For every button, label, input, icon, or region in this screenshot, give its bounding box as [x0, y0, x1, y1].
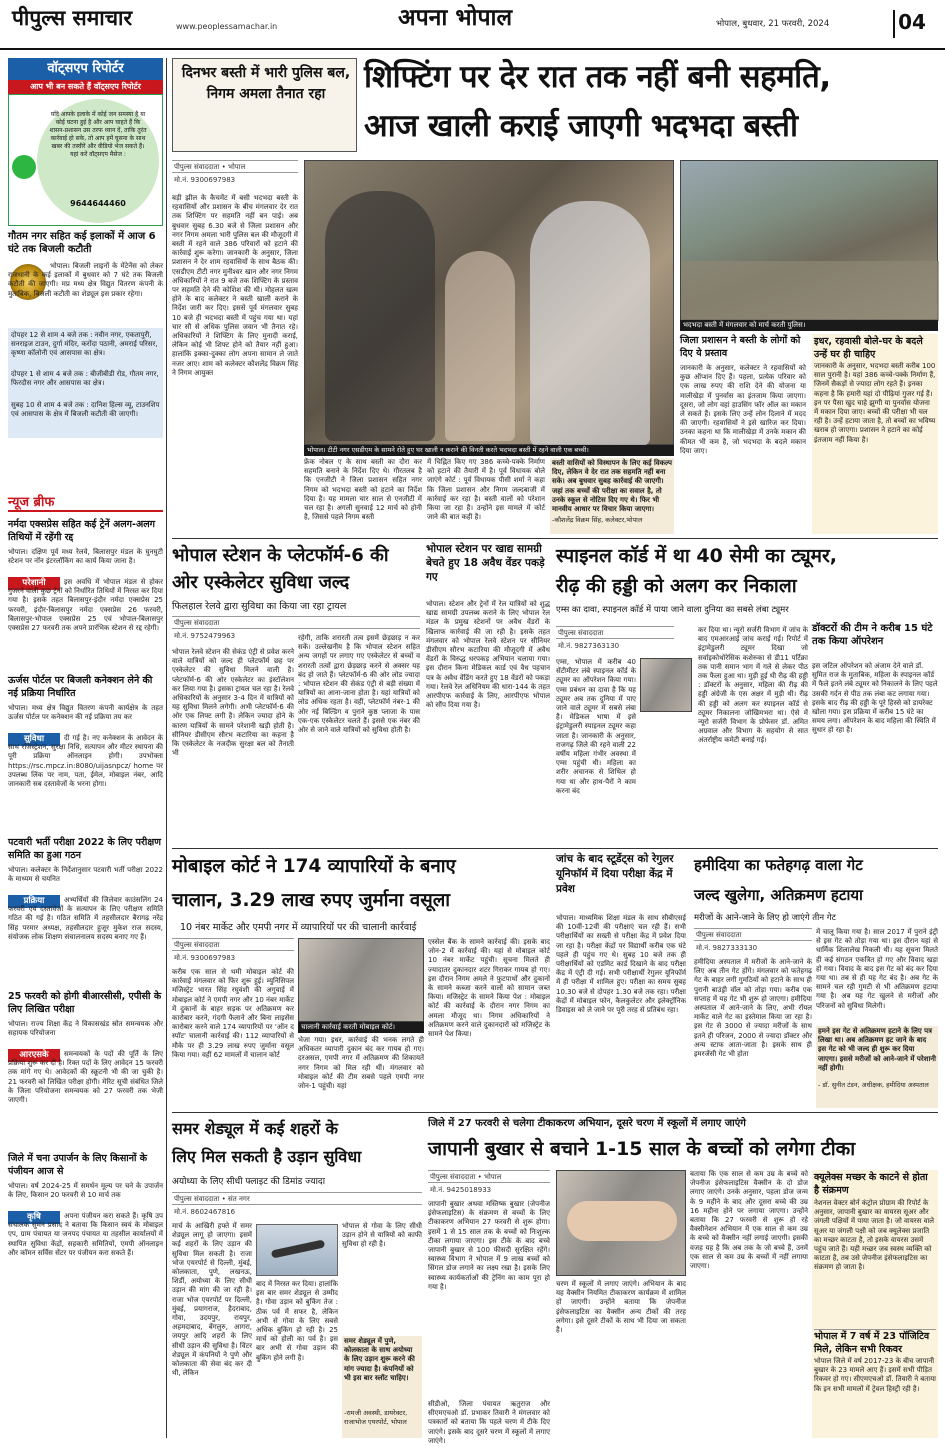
byline-place: भोपाल [228, 163, 246, 171]
students-headline: जांच के बाद स्टूडेंट्स को रेगुलर यूनिफॉर्म में दिया परीक्षा केंद्र में प्रवेश [556, 853, 674, 895]
hamidia-quote: हमने इस गेट से अतिक्रमण हटाने के लिए पत्र लिखा था। अब अतिक्रमण हट जाने के बाद इस गेट को भी जल्द ही शुरू कर दिया जाएगा। इससे मरीजों को आने-जाने में परेशानी नहीं होगी। [818, 1027, 936, 1072]
flight-quote: समर शेड्यूल में पुणे, कोलकाता के साथ अयोध्या के लिए उड़ान शुरू करने की मांग ज्यादा है। कंपनियों को भी इस बार स्लॉट चाहिए। [344, 1337, 415, 1382]
urja-body: भोपाल। मध्य क्षेत्र विद्युत वितरण कंपनी कार्यक्षेत्र के तहत ऊर्जस पोर्टल पर कनेक्शन की नई प्रक्रिया तय कर [8, 704, 163, 722]
lead-quote-by: -कौशलेंद्र विक्रम सिंह, कलेक्टर,भोपाल [552, 516, 643, 524]
patwari-headline: पटवारी भर्ती परीक्षा 2022 के लिए परीक्षण समिति का हुआ गठन [8, 837, 161, 861]
tumor-headline-1: स्पाइनल कॉर्ड में था 40 सेमी का ट्यूमर, [556, 545, 837, 567]
vendor-headline: भोपाल स्टेशन पर खाद्य सामग्री बेचते हुए 18 अवैध वेंडर पकड़े गए [426, 543, 545, 583]
lead-col1: बड़ी झील के कैचमेंट में बसी भदभदा बस्ती के रहवासियों और प्रशासन के बीच मंगलवार देर रात तक शिफ्टिंग पर सहमति नहीं बन पाई। अब बुधवार सुबह 6.30 बजे से जिला प्रशासन और नगर निगम अमला भारी पुलिस बल की मौजूदगी में बस्ती में रहने वाले 386 परिवारों को हटाने की कार्रवाई शुरू करेगा। जानकारी के अनुसार, जिला प्रशासन ने देर शाम रहवासियों के साथ बैठक की। एसडीएम टीटी नगर मुनीश्वर खान और नगर निगम अधिकारियों ने रात 9 बजे तक शिफ्टिंग के प्रस्ताव पर सहमति देने की कोशिश की थी। मोहलत खत्म होने के बाद कलेक्टर ने बस्ती खाली कराने के निर्देश जारी कर दिए। इससे पूर्व मंगलवार सुबह 10 बजे ही भदभदा बस्ती में पहुंच गया था। यहां चार सौ से अधिक पुलिस जवान भी तैनात रहे। अधिकारियों ने शिफ्टिंग के लिए मुनादी कराई, लेकिन कोई भी शिफ्ट होने को तैयार नहीं हुआ। हालांकि इक्का-दुक्का लोग अपना सामान ले जाते नजर आए। शाम को कलेक्टर कौशलेंद्र विक्रम सिंह ने निगम आयुक्त [172, 194, 298, 377]
railway-mobile: मो.नं. 9752479963 [174, 632, 236, 640]
whatsapp-bubble [37, 99, 159, 223]
prakriya-tag: प्रक्रिया [8, 895, 60, 908]
narmada-headline: नर्मदा एक्सप्रेस सहित कई ट्रेनें अलग-अलग तिथियों में रहेंगी रद्द [8, 519, 156, 543]
police-photo-caption: भदभदा बस्ती में मंगलवार को मार्च करती पुलिस। [680, 320, 938, 331]
byline-place: संत नगर [228, 1195, 250, 1203]
whatsapp-title: वॉट्सएप रिपोर्टर [8, 58, 163, 80]
flight-subhead: अयोध्या के लिए सीधी फ्लाइट की डिमांड ज्यादा [172, 1177, 326, 1187]
railway-byline: पीपुल्स संवाददाता [172, 616, 420, 629]
schedule-item: दोपहर 12 से शाम 4 बजे तक : नवीन नगर, एकतापुरी, सनराइज टाउन, दुर्गा मंदिर, करोंदा पठानी, अमराई परिसर, कृष्णा कॉलोनी एवं आसपास का क्षेत्र। [11, 331, 158, 358]
tumor-byline: पीपुल्स संवाददाता [556, 626, 674, 639]
lead-photo [304, 160, 674, 445]
paper-logo: पीपुल्स समाचार [12, 6, 133, 30]
aiims-building-photo [640, 658, 692, 712]
hamidia-col2: में चालू किया गया है। साल 2017 में पुराने इंट्री से इस गेट को तोड़ा गया था। इस दौरान यहां से धार्मिक शिलालेख निकली थी। यह सूचना मिलते ही कई संगठन एकत्रित हो गए और विवाद खड़ा हो गया। विवाद के बाद इस गेट को बंद कर दिया गया था। तब से ही यह गेट बंद है। अब गेट के सामने चल रही गुमटी से भी अतिक्रमण हटाया गया है। अब यह गेट खुलने से मरीजों और परिजनों को सुविधा मिलेगी। [816, 928, 938, 1010]
court-col1: करीब एक साल से थमी मोबाइल कोर्ट की कार्रवाई मंगलवार को फिर शुरू हुई। म्युनिसिपल मजिस्ट्रेट भारत सिंह रघुवंशी की अगुवाई में मोबाइल कोर्ट ने एमपी नगर और 10 नंबर मार्केट में दुकानों के बाहर सड़क पर अतिक्रमण कर कारोबार करने, गंदगी फैलाने और बिना लाइसेंस कारोबार करने वाले 174 व्यापारियों पर 'ऑन द स्पॉट' चालानी कार्रवाई की। 112 व्यापारियों से मौके पर ही 3.29 लाख रुपए जुर्माना वसूल किया गया। वहीं 62 मामलों में चालान कोर्ट [172, 968, 294, 1059]
suvidha-tag: सुविधा [8, 733, 60, 746]
power-cut-body: भोपाल। बिजली लाइनों के मेंटेनेंस को लेकर राजधानी के कई इलाकों में बुधवार को 7 घंटे तक बिजली कटौती की जाएगी। मप्र मध्य क्षेत्र विद्युत वितरण कंपनी के मुताबिक, बिजली कटौती का शेड्यूल इस प्रकार रहेगा। [8, 262, 163, 298]
side-story-box [812, 334, 938, 534]
flight-col1: मार्च के आखिरी हफ्ते में समर शेड्यूल लागू हो जाएगा। इसमें कई शहरों के लिए उड़ान की सुविधा मिल सकती है। राजा भोज एयरपोर्ट से दिल्ली, मुंबई, कोलकाता, पुणे, लखनऊ, शिर्डी, अयोध्या के लिए सीधी उड़ान की मांग की जा रही है। राजा भोज एयरपोर्ट पर दिल्ली, मुंबई, प्रयागराज, हैदराबाद, गोवा, उदयपुर, रायपुर, अहमदाबाद, बेंगलुरु, आगरा, जयपुर आदि शहरों के लिए सीधी उड़ान की सुविधा है। विंटर शेड्यूल में कंपनियों ने पुणे और कोलकाता की सेवा बंद कर दी थी, लेकिन [172, 1222, 252, 1378]
flight-headline-1: समर शेड्यूल में कई शहरों के [172, 1119, 338, 1138]
exam-body: भोपाल। राज्य शिक्षा केंद्र ने विकासखंड स्रोत समन्वयक और सहायक परियोजना [8, 1020, 163, 1038]
court-col3: एस्सेल बैंक के सामने कार्रवाई की। इसके बाद जोन-2 में कार्रवाई की। यहां से मोबाइल कोर्ट 10 नंबर मार्केट पहुंची। सूचना मिलते ही ज्यादातर दुकानदार शटर गिराकर गायब हो गए। इस दौरान निगम अमले ने फुटपाथों और दुकानों के सामने कब्जा करने वालों को सामान जब्त किया। मजिस्ट्रेट के सामने किया पेश : मोबाइल कोर्ट की कार्रवाई के दौरान नगर निगम का अमला मौजूद था। निगम अधिकारियों ने अतिक्रमण करने वाले दुकानदारों को मजिस्ट्रेट के सामने पेश किया। [428, 938, 550, 1039]
police-march-photo [680, 160, 938, 320]
tumor-col2: कर दिया था। न्यूरो सर्जरी विभाग में जांच के बाद एमआरआई जांच कराई गई। रिपोर्ट में इंट्रामेडुलरी ट्यूमर दिखा जो सर्वाइकोथोरेसिक कशेरुका से डी11 पर्टिक्रा तक पानी समान भाग में गले से लेकर पीठ तक फैला हुआ था। मुड़ी हुई थी रीढ़ की हड्डी : डॉक्टरों के अनुसार, महिला की रीढ़ की हड्डी अंग्रेजी के एस अक्षर में मुड़ी थी। रीढ़ की हड्डी को अलग कर स्पाइनल कॉर्ड से ट्यूमर निकालना जोखिमभरा था। ऐसे में न्यूरो सर्जरी विभाग के प्रोफेसर डॉ. अमित अग्रवाल और विभाग के सहयोग से सात अंतर्राष्ट्रीय कमेटी बनाई गई। [698, 626, 808, 745]
whatsapp-icon [12, 155, 36, 179]
suvidha-body: दी गई है। नए कनेक्शन के आवेदन के साथ रजिस्ट्रेशन, सुरक्षा निधि, सत्यापन और मीटर स्थापना की पूरी प्रक्रिया ऑनलाइन होगी। उपभोक्ता https://rsc.mpcz.in:8080/uijasnpcz/ home पर उपलब्ध लिंक पर नाम, पता, ईमेल, मोबाइल नंबर, आदि जानकारी सब दस्तावेजों के भरना होगा। [8, 734, 163, 789]
court-mobile: मो.नं. 9300697983 [174, 954, 236, 962]
whatsapp-box [8, 94, 163, 226]
lead-col3: में चिह्नित किए गए 386 कच्चे-पक्के निर्माण को हटाने की तैयारी में है। पूर्व विधायक बोले जाएंगे कोर्ट : पूर्व विधायक पीसी शर्मा ने कहा कि जिला प्रशासन और निगम जल्दबाजी में कार्रवाई कर रहा है। बस्ती वालों को परेशान किया जा रहा है। उन्होंने इस मामले में कोर्ट जाने की बात कही है। [427, 458, 545, 522]
left-column [8, 58, 163, 1438]
issue-date: भोपाल, बुधवार, 21 फरवरी, 2024 [716, 19, 830, 29]
hamidia-headline-1: हमीदिया का फतेहगढ़ वाला गेट [694, 856, 863, 874]
h-rule [172, 538, 938, 539]
vaccine-col1: जापानी बुखार अथवा मस्तिष्क बुखार (जेपनीज इंसेफलाइटिस) के संक्रमण से बच्चों के लिए टीकाकरण अभियान 27 फरवरी से शुरू होगा। इसमें 1 से 15 साल तक के बच्चों को निःशुल्क टीका लगाया जाएगा। इस टीके के बाद बच्चे जापानी बुखार से 100 फीसदी सुरक्षित रहेंगे। स्वास्थ्य विभाग ने भोपाल में 9 लाख बच्चों को सिंगल डोज लगाने का लक्ष्य रखा है। इसके लिए स्वास्थ्य कार्यकर्ताओं की ट्रेनिंग का काम पूरा हो गया है। [428, 1200, 550, 1291]
page-number: 04 [893, 10, 929, 38]
court-subhead: 10 नंबर मार्केट और एमपी नगर में व्यापारियों पर की चालानी कार्रवाई [180, 922, 417, 933]
airplane-image [256, 1224, 338, 1276]
vaccination-photo [556, 1170, 686, 1276]
vaccine-mobile: मो.नं. 9425018933 [430, 1186, 492, 1194]
prakriya-body: अभ्यर्थियों की जिलेवार काउंसलिंग 24 फरवरी एवं दस्तावेजों के सत्यापन के लिए परीक्षण समिति गठित की गई है। गठित समिति में तहसीलदार बैरागढ़ नरेंद्र सिंह परमार अध्यक्ष, तहसीलदार हुजूर मुकेश राज सदस्य, संयोजक लोक शिक्षण संचालनालय सदस्य बनाए गए हैं। [8, 896, 163, 941]
hamidia-col1: हमीदिया अस्पताल में मरीजों के आने-जाने के लिए अब तीन गेट होंगे। मंगलवार को फतेहगढ़ गेट के बाहर लगी गुमठियों को हटाने के साथ ही पुरानी बाउंड्री वॉल को तोड़ा गया। करीब एक सप्ताह में यह गेट भी शुरू हो जाएगा। हमीदिया अस्पताल में आने-जाने के लिए, अभी रॉयल मार्केट वाले गेट का इस्तेमाल किया जा रहा है। इस गेट से 3000 से ज्यादा मरीजों के साथ इतने ही परिजन, 2000 से ज्यादा डॉक्टर और अन्य स्टाफ आता-जाता है। इसके साथ ही इमरजेंसी गेट भी होता [694, 958, 812, 1059]
whatsapp-phone: 9644644460 [70, 199, 126, 208]
byline-place: भोपाल [484, 1173, 502, 1181]
flight-quote-box [342, 1336, 422, 1438]
lead-quote: बस्ती वासियों को विस्थापन के लिए कई विकल्प दिए, लेकिन वे देर रात तक सहमति नहीं बना सके। अब बुधवार सुबह कार्रवाई की जाएगी। जहां तक बच्चों की परीक्षा का सवाल है, तो उनके स्कूल से नोटिस दिए गए थे। फिर भी मानवीय आधार पर विचार किया जाएगा। [552, 459, 673, 514]
tumor-side-headline: डॉक्टरों की टीम ने करीब 15 घंटे तक किया ऑपरेशन [812, 623, 933, 647]
vaccine-col2: सीडीओ, जिला पंचायत ऋतुराज और सीएमएचओ डॉ. प्रभाकर तिवारी ने मंगलवार को पत्रकारों को बताया कि पहले चरण में टीके दिए जाएंगे। इसके बाद दूसरे चरण में स्कूलों में लगाए जाएंगे। [428, 1400, 550, 1445]
news-brief-title: न्यूज ब्रीफ [8, 492, 163, 512]
schedule-item: दोपहर 1 से शाम 4 बजे तक : बीजीबीडी रोड, गौतम नगर, फिरदौस नगर और आसपास का क्षेत्र। [11, 370, 159, 388]
byline-name: पीपुल्स संवाददाता [174, 163, 220, 171]
flight-mobile: मो.नं. 8602467816 [174, 1208, 236, 1216]
side-story-body: जानकारी के अनुसार, भदभदा बस्ती करीब 100 साल पुरानी है। यहां 386 कच्चे-पक्के निर्माण हैं, जिनमें सैकड़ों से ज्यादा लोग रहते हैं। इनका कहना है कि हमारी यहां दो पीढ़ियां गुजर गई हैं। इन पर पैसा खुद चाहे झुग्गी या पुनर्वास योजना में मकान दिया जाए। बच्चों की परीक्षा भी चल रही है। उन्हें हटाया जाता है, तो बच्चों का भविष्य खराब हो जाएगा। प्रशासन ने हटाने का कोई इंतजाम नहीं किया है। [814, 362, 936, 444]
lead-kicker: दिनभर बस्ती में भारी पुलिस बल, निगम अमला तैनात रहा [181, 65, 351, 102]
road [681, 261, 939, 321]
h-rule [172, 848, 938, 849]
h-rule [172, 1112, 938, 1113]
schedule-item: सुबह 10 से शाम 4 बजे तक : दानिश हिल्स व्यू, टाउनशिप एवं आसपास के क्षेत्र में बिजली कटौती की जाएगी। [11, 401, 160, 419]
side-story-headline: इधर, रहवासी बोले-घर के बदले उन्हें घर ही चाहिए [814, 336, 923, 360]
flight-headline-2: लिए मिल सकती है उड़ान सुविधा [172, 1147, 362, 1166]
vaccine-byline: पीपुल्स संवाददाता • भोपाल [428, 1170, 550, 1183]
hamidia-quote-by: - डॉ. सुनीत टंडन, अधीक्षक, हमीदिया अस्पताल [818, 1081, 929, 1089]
masthead [0, 0, 945, 50]
railway-headline: भोपाल स्टेशन के प्लेटफॉर्म-6 की ओर एस्केलेटर सुविधा जल्द [172, 545, 389, 593]
hamidia-quote-box [816, 1026, 938, 1108]
tumor-mobile: मो.नं. 9827363130 [558, 642, 620, 650]
students-body: भोपाल। माध्यमिक शिक्षा मंडल के साथ सीबीएसई की 10वीं-12वीं की परीक्षाएं चल रही हैं। सभी परीक्षार्थियों का सख्ती से परीक्षा केंद्र में प्रवेश दिया जा रहा है। परीक्षा केंद्रों पर विद्यार्थी करीब एक घंटे पहले ही पहुंच गए थे। सुबह 10 बजे तक ही परीक्षार्थियों को एडमिट कार्ड दिखाने के बाद परीक्षा केंद्र में एंट्री दी गई। सभी परीक्षार्थी रेगुलर यूनिफॉर्म में ही परीक्षा में शामिल हुए। परीक्षा का समय सुबह 10.30 बजे से दोपहर 1.30 बजे तक रहा। परीक्षा केंद्रों में मोबाइल फोन, कैलकुलेटर और इलेक्ट्रॉनिक डिवाइस को ले जाने पर पूरी तरह से प्रतिबंध रहा। [556, 914, 686, 1015]
railway-col2: रहेगी, ताकि शरारती तत्व इसमें छेड़छाड़ न कर सकें। उल्लेखनीय है कि भोपाल स्टेशन सहित अन्य जगहों पर लगाए गए एस्केलेटर से बच्चों व शरारती तत्वों द्वारा छेड़छाड़ करने से अक्सर यह बंद हो जाते हैं। प्लेटफॉर्म-6 की ओर लोड ज्यादा : भोपाल स्टेशन की सेकंड एंट्री से बड़ी संख्या में यात्रियों का आना-जाना होता है। यहां यात्रियों को लोड अधिक रहता है। वहीं, प्लेटफॉर्म नंबर-1 की ओर नई बिल्डिंग व पुराने कुष्ठ प्लाजा के पास एक-एक एस्केलेटर चलते हैं। इससे एक नंबर की ओर से जाने वाले यात्रियों को सुविधा होती है। [298, 634, 420, 735]
power-cut-schedule [8, 328, 163, 438]
arakshan-body: समन्वयकों के पदों की पूर्ति के लिए प्रक्रिया शुरू कर दी है। रिक्त पदों के लिए आवेदन 15 फरवरी तक मांगे गए थे। आवेदकों की स्क्रूटनी भी की जा चुकी है। 21 फरवरी को लिखित परीक्षा होगी। मेरिट सूची संबंधित जिले के जिला परियोजना समन्वयक को 27 फरवरी तक भेजी जाएगी। [8, 1050, 163, 1105]
proposal-headline: जिला प्रशासन ने बस्ती के लोगों को दिए ये प्रस्ताव [680, 335, 801, 359]
lead-quote-box [550, 458, 674, 534]
hamidia-byline: पीपुल्स संवाददाता [694, 928, 812, 941]
lead-photo-caption: भोपाल। टीटी नगर एसडीएम के सामने रोते हुए घर खाली न कराने की विनती करते भदभदा बस्ती में रहने वाली एक बच्ची। [304, 445, 674, 456]
flight-col2: बाद में निरस्त कर दिया। हालांकि इस बार समर शेड्यूल से उम्मीद है। गोवा उड़ान को बुकिंग तेज : ठीक पर्व में सफर है, लेकिन अभी से गोवा के लिए सबसे अधिक बुकिंग हो रही है। 25 मार्च को होली का पर्व है। इस बार अभी से गोवा उड़ान की बुकिंग होने लगी है। [256, 1280, 338, 1362]
byline-name: पीपुल्स संवाददाता [174, 1195, 220, 1203]
flight-byline: पीपुल्स संवाददाता • संत नगर [172, 1192, 422, 1205]
railway-subhead: फिलहाल रेलवे द्वारा सुविधा का किया जा रहा ट्रायल [172, 601, 347, 612]
krishi-body: अपना पंजीयन करा सकते हैं। कृषि उप संचालक सुमन प्रसाद ने बताया कि किसान स्वयं के मोबाइल एप, ग्राम पंचायत या जनपद पंचायत या तहसील कार्यालयों में स्थापित सुविधा केंद्रों, सहकारी समितियों, एमपी ऑनलाइन और कॉमन सर्विस सेंटर पर पंजीयन करा सकते हैं। [8, 1212, 163, 1257]
kisan-body: भोपाल। वर्ष 2024-25 में समर्थन मूल्य पर चने के उपार्जन के लिए, किसान 20 फरवरी से 10 मार्च तक [8, 1182, 163, 1200]
tumor-col1: एम्स, भोपाल में करीब 40 सेंटीमीटर लंबे स्पाइनल कॉर्ड के ट्यूमर का ऑपरेशन किया गया। एम्स प्रबंधन का दावा है कि यह ट्यूमर अब तक दुनिया में पाए जाने वाले ट्यूमर में सबसे लंबा है। मेडिकल भाषा में इसे इंट्रामेडुलरी स्पाइनल ट्यूमर कहा जाता है। जानकारी के अनुसार, राजगढ़ जिले की रहने वाली 22 वर्षीय महिला गंभीर अवस्था में एम्स पहुंची थी। महिला का शरीर अचानक से शिथिल हो गया था और हाथ-पैरों ने काम करना बंद [556, 658, 636, 795]
website: www.peoplessamachar.in [176, 22, 278, 31]
exam-headline: 25 फरवरी को होगी बीआरसीसी, एपीसी के लिए लिखित परीक्षा [8, 991, 162, 1015]
court-headline-2: चालान, 3.29 लाख रुपए जुर्माना वसूला [172, 890, 451, 911]
lead-mobile: मो.नं. 9300697983 [174, 176, 236, 184]
lead-headline-1: शिफ्टिंग पर देर रात तक नहीं बनी सहमति, [364, 59, 831, 95]
power-cut-headline: गौतम नगर सहित कई इलाकों में आज 6 घंटे तक बिजली कटौती [8, 231, 156, 255]
official-figure [530, 201, 650, 446]
section-title: अपना भोपाल [398, 5, 513, 31]
vaccine-col3: चरण में स्कूलों में लगाए जाएंगे। अभियान के बाद यह वैक्सीन नियमित टीकाकरण कार्यक्रम में शामिल हो जाएगी। उन्होंने बताया कि जेपनीज इंसेफलाइटिस का वैक्सीन अन्य टीकों की तरह लगेगा। इसे दूसरे टीकों के साथ भी दिया जा सकता है। [556, 1280, 686, 1335]
vaccine-side2-headline: भोपाल में 7 वर्ष में 23 पॉजिटिव मिले, लेकिन सभी रिकवर [814, 1329, 936, 1357]
column-divider [166, 58, 167, 1438]
court-byline: पीपुल्स संवाददाता [172, 938, 294, 951]
tumor-side-box [812, 622, 938, 844]
person-figure [325, 191, 435, 441]
airplane-icon [271, 1239, 325, 1258]
pareshani-body: इस अवधि में भोपाल मंडल से होकर गुजरने वाली कुछ ट्रेनों को निर्धारित तिथियों में निरस्त कर दिया गया है। इसके तहत बिलासपुर-इंदौर नर्मदा एक्सप्रेस 25 फरवरी, इंदौर-बिलासपुर नर्मदा एक्सप्रेस 26 फरवरी, बिलासपुर-भोपाल एक्सप्रेस 25 एवं भोपाल-बिलासपुर एक्सप्रेस 27 फरवरी तक अपने प्रारंभिक स्टेशन से रद्द रहेगी। [8, 578, 163, 633]
vaccine-side-box [812, 1170, 938, 1438]
court-photo-caption: चालानी कार्रवाई करती मोबाइल कोर्ट। [298, 1022, 424, 1033]
lead-kicker-box [172, 58, 357, 152]
vaccine-side-headline: क्यूलेक्स मच्छर के काटने से होता है संक्रमण [814, 1172, 928, 1196]
arakshan-tag: आरएसके [8, 1049, 60, 1062]
tumor-subhead: एम्स का दावा, स्पाइनल कॉर्ड में पाया जाने वाला दुनिया का सबसे लंबा ट्यूमर [556, 605, 789, 615]
railway-col1: भोपाल रेलवे स्टेशन की सेकंड एंट्री से प्रवेश करने वाले यात्रियों को जल्द ही प्लेटफॉर्म छह पर एस्केलेटर की सुविधा मिलने वाली है। प्लेटफॉर्म-6 की ओर एस्केलेटर का इंस्टॉलेशन कर लिया गया है। इसका ट्रायल चल रहा है। रेलवे अधिकारियों के अनुसार 3-4 दिन में यात्रियों को यह सुविधा मिलने लगेगी। अभी प्लेटफॉर्म-6 की ओर एक लिफ्ट लगी है। लेकिन ज्यादा होने के कारण यात्रियों के सामने परेशानी खड़ी होती है। सीनियर डीसीएम सौरभ कटारिया का कहना है कि एस्केलेटर के नजदीक सुरक्षा बल को तैनाती भी [172, 648, 294, 758]
vaccine-kicker: जिले में 27 फरवरी से चलेगा टीकाकरण अभियान, दूसरे चरण में स्कूलों में लगाए जाएंगे [428, 1118, 746, 1129]
lead-col2: फ्रेंक नोबल ए के साथ बस्ती का दौरा कर सहमति बनाने के निर्देश दिए थे। गौरतलब है कि एनजीटी ने जिला प्रशासन सहित नगर निगम को भदभदा बस्ती को हटाने का निर्देश दिया है। यह मामला चार साल से एनजीटी में चल रहा है। अगली सुनवाई 12 मार्च को होनी है, जिससे पहले निगम बस्ती [304, 458, 422, 522]
arm-shape [567, 1201, 677, 1241]
whatsapp-subtitle: आप भी बन सकते हैं वॉट्सएप रिपोर्टर [8, 80, 163, 94]
vaccine-side-body: नेशनल वेक्टर बोर्न कंट्रोल प्रोग्राम की रिपोर्ट के अनुसार, जापानी बुखार का वायरस सूअर और जंगली पक्षियों में पाया जाता है। जो वायरस वाले सूअर या जंगली पक्षी को जब क्यूलेक्स प्रजाति का मच्छर काटता है, तो इसके वायरस उसमें पहुंच जाते हैं। यही मच्छर जब स्वस्थ व्यक्ति को काटता है, तब उसे जेपनीज इंसेफलाइटिस का संक्रमण हो जाता है। [814, 1199, 935, 1272]
court-col2: भेजा गया। इधर, कार्रवाई की भनक लगते ही अधिकतर व्यापारी दुकान बंद कर गायब हो गए। दरअसल, एमपी नगर में अतिक्रमण की शिकायतें नगर निगम को मिल रही थीं। मंगलवार को मोबाइल कोर्ट की टीम सबसे पहले एमपी नगर जोन-1 पहुंची। यहां [298, 1036, 424, 1091]
krishi-tag: कृषि [8, 1211, 60, 1224]
proposal-body: जानकारी के अनुसार, कलेक्टर ने रहवासियों को कुछ ऑप्शन दिए हैं। पहला, प्रत्येक परिवार को एक लाख रुपए की राशि देने की योजना या मालीखेड़ा में पुनर्वास का इंतजाम किया जाएगा। दूसरा, जो लोग वहां हाउसिंग फॉर ऑल का मकान ले सकते हैं। इसके लिए उन्हें लोन दिलाने में मदद की जाएगी। रहवासियों ने इसे खारिज कर दिया। उनका कहना था कि मालीखेड़ा में उनके मकान की कीमत भी कम है, जो भदभदा के बदले मकान दिया जाए। [680, 364, 806, 455]
lead-headline-2: आज खाली कराई जाएगी भदभदा बस्ती [364, 108, 798, 144]
urja-headline: ऊर्जस पोर्टल पर बिजली कनेक्शन लेने की नई प्रक्रिया निर्धारित [8, 675, 153, 699]
hamidia-subhead: मरीजों के आने-जाने के लिए हो जाएंगे तीन गेट [694, 913, 836, 923]
vaccine-headline: जापानी बुखार से बचाने 1-15 साल के बच्चों को लगेगा टीका [428, 1138, 856, 1160]
tumor-side-body: इस जटिल ऑपरेशन को अंजाम देने वाले डॉ. सुमित राज के मुताबिक, महिला के स्पाइनल कॉर्ड में फैले इतने लंबे ट्यूमर को निकालने के लिए पहले उसकी गर्दन से पीठ तक लंबा कट लगाया गया। इसके बाद रीढ़ की हड्डी के पूरे हिस्से को डायरेक्ट खोला गया। इस प्रक्रिया में करीब 15 घंटे का समय लगा। ऑपरेशन के बाद महिला की स्थिति में सुधार हो रहा है। [812, 662, 938, 735]
tumor-headline-2: रीढ़ की हड्डी को अलग कर निकाला [556, 575, 797, 597]
flight-quote-by: -रामजी अवस्थी, डायरेक्टर, राजाभोज एयरपोर्ट, भोपाल [344, 1409, 408, 1427]
vendor-body: भोपाल। स्टेशन और ट्रेनों में रेल यात्रियों को शुद्ध खाद्य सामग्री उपलब्ध कराने के लिए भोपाल रेल मंडल के प्रमुख स्टेशनों पर अवैध वेंडरों के खिलाफ कार्रवाई की जा रही है। इसके तहत मंगलवार को भोपाल रेलवे स्टेशन पर सीनियर डीसीएम सौरभ कटारिया की मौजूदगी में अवैध वेंडरों के विरुद्ध धरपकड़ अभियान चलाया गया। इस दौरान किना मेडिकल कार्ड एवं वैध पहचान पत्र के अवैध वेंडिंग करते हुए 18 वेंडरों को पकड़ा गया। रेलवे रेल अधिनियम की धारा-144 के तहत आरपीएफ कार्रवाई के लिए, आरपीएफ भोपाल को सौंप दिया गया है। [426, 600, 550, 710]
byline-name: पीपुल्स संवाददाता [430, 1173, 476, 1181]
hamidia-mobile: मो.नं. 9827333130 [696, 944, 758, 952]
court-headline-1: मोबाइल कोर्ट ने 174 व्यापारियों के बनाए [172, 856, 456, 877]
child-figure [445, 251, 515, 441]
pareshani-tag: परेशानी [8, 577, 60, 590]
patwari-body: भोपाल। कलेक्टर के निर्देशानुसार पटवारी भर्ती परीक्षा 2022 के माध्यम से चयनित [8, 866, 163, 884]
whatsapp-body: यदि आपके इलाके में कोई जन समस्या है या कोई घटना हुई है और आप चाहते हैं कि शासन-प्रशासन उस तरफ ध्यान दें, ताकि तुरंत कार्रवाई हो सके, तो आप हमें घुसना के साथ खबर की तस्वीरें और वीडियो भेज सकते हैं। यहां करें वॉट्सएप मैसेज : [49, 111, 147, 158]
narmada-body: भोपाल। दक्षिण पूर्व मध्य रेलवे, बिलासपुर मंडल के घुनघुटी स्टेशन पर नॉन इंटरलॉकिंग का कार्य किया जाना है। [8, 548, 163, 566]
court-photo [298, 938, 424, 1022]
vaccine-side2-body: भोपाल जिले में वर्ष 2017-23 के बीच जापानी बुखार के 23 मामले आए हैं। इसमें सभी पीड़ित रिकवर हो गए। सीएमएचओ डॉ. तिवारी ने बताया कि इन सभी मामलों में ट्रेवल हिस्ट्री रही है। [814, 1357, 936, 1393]
lead-byline: पीपुल्स संवाददाता • भोपाल [172, 160, 298, 173]
kisan-headline: जिले में चना उपार्जन के लिए किसानों के पंजीयन आज से [8, 1153, 148, 1177]
flight-col3: भोपाल से गोवा के लिए सीधी उड़ान होने से यात्रियों को काफी सुविधा हो रही है। [342, 1222, 422, 1249]
vaccine-col4: बताया कि एक साल से कम उम्र के बच्चे को जेपनीज इंसेफलाइटिस वैक्सीन के दो डोज लगाए जाएंगे। उनके अनुसार, पहला डोज जन्म के 9 महीने के बाद और दूसरा बच्चे की उम्र 16 महीना होने पर लगाया जाएगा। उन्होंने बताया कि 27 फरवरी से शुरू हो रहे वैक्सीनेशन अभियान में एक साल से कम उम्र के बच्चे को वैक्सीन नहीं लगाई जाएगी। इसकी वजह यह है कि अब तक के जो बच्चे हैं, उनमें एक साल से कम उम्र के बच्चों में नहीं लगाया जाएगा। [690, 1170, 808, 1271]
hamidia-headline-2: जल्द खुलेगा, अतिक्रमण हटाया [694, 886, 863, 904]
